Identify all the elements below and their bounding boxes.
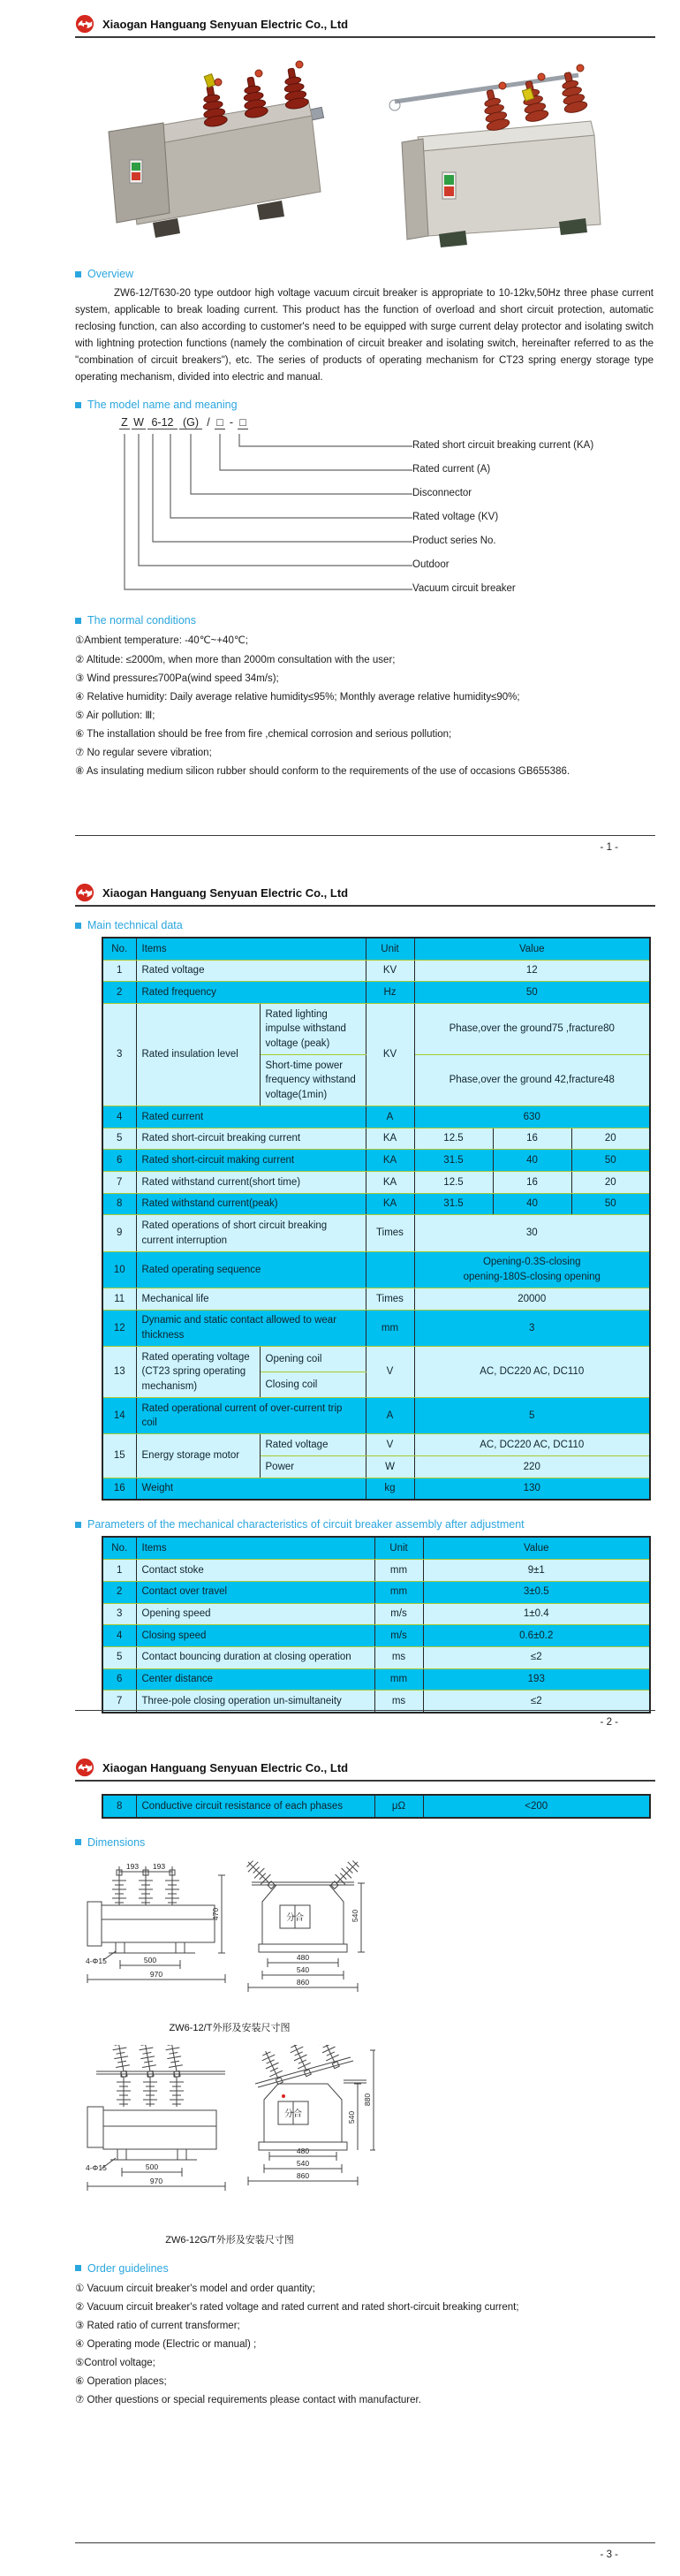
cell-unit [366, 1251, 414, 1288]
cell-value: 220 [414, 1456, 650, 1478]
page-2 [0, 869, 680, 1744]
mechanical-characteristics-table [102, 1536, 651, 1713]
page-3 [0, 1744, 680, 2576]
page-footer [75, 835, 655, 853]
cell-value: 3 [414, 1310, 650, 1346]
cell-no: 10 [102, 1251, 136, 1288]
table-row [102, 1106, 650, 1128]
cell-value: 3±0.5 [423, 1581, 650, 1603]
cell-value: 40 [493, 1193, 571, 1215]
cell-unit: KA [366, 1193, 414, 1215]
cell-value: 12.5 [414, 1128, 493, 1150]
section-main-technical-data [75, 919, 654, 931]
company-logo-icon [75, 14, 94, 34]
model-code [119, 416, 654, 434]
dimension-label: 540 [351, 1909, 359, 1922]
table-row [102, 1288, 650, 1311]
header-rule [75, 1780, 655, 1782]
model-part: / [207, 416, 210, 429]
value-line: Opening-0.3S-closing [482, 1257, 581, 1268]
table-header-row [102, 938, 650, 960]
dimension-label: 480 [296, 2146, 310, 2155]
cell-value [414, 1251, 650, 1288]
table-row [102, 1150, 650, 1172]
dimension-label: 480 [296, 1952, 310, 1962]
header-rule [75, 36, 655, 38]
page-header [75, 0, 654, 34]
cell-value: 20000 [414, 1288, 650, 1311]
order-item: ① Vacuum circuit breaker's model and order quantity; [75, 2283, 315, 2294]
figure-caption: ZW6-12G/T外形及安装尺寸图 [165, 2234, 294, 2245]
model-label: Rated current (A) [412, 464, 491, 475]
cell-item: Mechanical life [136, 1288, 366, 1311]
cell-value: 630 [414, 1106, 650, 1128]
cell-no: 3 [102, 1603, 136, 1625]
cell-value: 50 [414, 982, 650, 1004]
section-bullet-icon [75, 1839, 81, 1845]
cell-unit: V [366, 1347, 414, 1398]
cell-item: Dynamic and static contact allowed to wear thickness [136, 1310, 366, 1346]
model-name-diagram [102, 416, 654, 602]
dimension-label: 970 [149, 2176, 163, 2185]
cell-unit: mm [374, 1581, 423, 1603]
dimension-label: 470 [211, 1907, 220, 1920]
cell-value: 40 [493, 1150, 571, 1172]
company-name: Xiaogan Hanguang Senyuan Electric Co., Ltd [102, 1760, 349, 1774]
cell-item: Rated operating sequence [136, 1251, 366, 1288]
cell-no: 11 [102, 1288, 136, 1311]
cell-item: Rated operations of short circuit breaking current interruption [136, 1215, 366, 1251]
table-row [102, 1581, 650, 1603]
company-name: Xiaogan Hanguang Senyuan Electric Co., Ltd [102, 885, 349, 900]
cell-no: 6 [102, 1150, 136, 1172]
cell-item: Rated short-circuit breaking current [136, 1128, 366, 1150]
cell-item: Rated operating voltage (CT23 spring operating mechanism) [136, 1347, 260, 1398]
cell-value: 1±0.4 [423, 1603, 650, 1625]
dimension-figure-2 [84, 2045, 654, 2246]
section-title: Order guidelines [87, 2261, 169, 2275]
cell-value: Phase,over the ground 42,fracture48 [414, 1055, 650, 1106]
fig2-side-view [248, 2045, 375, 2185]
cell-subitem: Rated lighting impulse withstand voltage (peak) [260, 1004, 366, 1055]
table-row [102, 1398, 650, 1434]
cell-unit: Hz [366, 982, 414, 1004]
cell-value: Phase,over the ground75 ,fracture80 [414, 1004, 650, 1055]
cell-item: Rated insulation level [136, 1004, 260, 1106]
cell-value: 0.6±0.2 [423, 1625, 650, 1647]
section-bullet-icon [75, 1522, 81, 1528]
cell-item: Energy storage motor [136, 1434, 260, 1478]
page-number: - 2 - [600, 1717, 618, 1728]
open-close-label: 分合 [284, 2109, 302, 2119]
table-row [102, 1625, 650, 1647]
section-model-name [75, 399, 654, 411]
model-label: Rated voltage (KV) [412, 512, 499, 523]
cell-item: Center distance [136, 1668, 374, 1691]
cell-no: 15 [102, 1434, 136, 1478]
dimension-label: 500 [143, 1955, 157, 1964]
cell-item: Conductive circuit resistance of each phases [136, 1795, 374, 1818]
cell-no: 5 [102, 1646, 136, 1668]
fig2-front-view [86, 2045, 225, 2191]
cell-no: 1 [102, 960, 136, 982]
cell-value: 12 [414, 960, 650, 982]
cell-items: Items [136, 1537, 374, 1559]
main-technical-table [102, 937, 651, 1501]
dimension-label: 540 [347, 2110, 356, 2124]
cell-unit: ms [374, 1691, 423, 1713]
page-1 [0, 0, 680, 869]
model-part: Z [119, 416, 130, 429]
section-mech-parameters [75, 1518, 654, 1531]
cell-item: Weight [136, 1478, 366, 1500]
dimension-label: 4-Φ15 [86, 1956, 107, 1965]
dimension-label: 193 [152, 1861, 166, 1871]
cell-unit: Unit [374, 1537, 423, 1559]
cell-value: 193 [423, 1668, 650, 1691]
model-label: Outdoor [412, 559, 450, 571]
company-logo-icon [75, 1758, 94, 1777]
cell-value: 20 [571, 1128, 650, 1150]
cell-value: 12.5 [414, 1172, 493, 1194]
cell-value: 50 [571, 1193, 650, 1215]
cell-subitem: Power [260, 1456, 366, 1478]
dimension-label: 970 [149, 1969, 163, 1979]
cell-subitem: Opening coil [260, 1347, 366, 1372]
order-item: ⑥ Operation places; [75, 2376, 167, 2388]
condition-item: ⑧ As insulating medium silicon rubber should conform to the requirements of the use of occasions GB655386. [75, 766, 570, 778]
cell-value: AC, DC220 AC, DC110 [414, 1347, 650, 1398]
cell-value: ≤2 [423, 1646, 650, 1668]
cell-item: Rated frequency [136, 982, 366, 1004]
section-bullet-icon [75, 2265, 81, 2271]
cell-no: 7 [102, 1172, 136, 1194]
open-close-label: 分合 [286, 1912, 304, 1923]
cell-value: 5 [414, 1398, 650, 1434]
table-row [102, 1646, 650, 1668]
page-number: - 3 - [600, 2549, 618, 2560]
order-item: ⑤Control voltage; [75, 2358, 155, 2369]
normal-conditions-list [75, 632, 654, 780]
cell-unit: mm [374, 1560, 423, 1582]
cell-no: 12 [102, 1310, 136, 1346]
section-bullet-icon [75, 618, 81, 624]
section-title: Dimensions [87, 1835, 146, 1849]
cell-item: Rated current [136, 1106, 366, 1128]
cell-no: No. [102, 938, 136, 960]
cell-unit: KA [366, 1172, 414, 1194]
model-part: (G) [179, 416, 202, 429]
model-part: □ [238, 416, 248, 429]
cell-value: <200 [423, 1795, 650, 1818]
condition-item: ④ Relative humidity: Daily average relative humidity≤95%; Monthly average relative humidity≤90%; [75, 691, 520, 703]
section-title: Main technical data [87, 919, 183, 931]
model-label: Product series No. [412, 536, 496, 547]
section-title: The model name and meaning [87, 399, 238, 412]
cell-unit: KA [366, 1150, 414, 1172]
cell-unit: ms [374, 1646, 423, 1668]
order-item: ② Vacuum circuit breaker's rated voltage and rated current and rated short-circuit breaking current; [75, 2301, 519, 2313]
order-item: ③ Rated ratio of current transformer; [75, 2320, 240, 2331]
cell-unit: W [366, 1456, 414, 1478]
dimension-label: 500 [145, 2162, 159, 2171]
page-footer [75, 2542, 655, 2560]
section-normal-conditions [75, 614, 654, 627]
cell-unit: KV [366, 1004, 414, 1106]
cell-value: 30 [414, 1215, 650, 1251]
model-part: W [132, 416, 146, 429]
table-row [102, 1193, 650, 1215]
dimension-label: 540 [296, 2158, 310, 2168]
section-title: Parameters of the mechanical characteristics of circuit breaker assembly after adjustment [87, 1518, 525, 1531]
model-part: 6-12 [147, 416, 178, 429]
dimension-label: 860 [296, 1977, 310, 1987]
table-row [102, 1478, 650, 1500]
table-row [102, 1795, 650, 1818]
cell-item: Contact over travel [136, 1581, 374, 1603]
cell-unit: m/s [374, 1625, 423, 1647]
cell-item: Contact stoke [136, 1560, 374, 1582]
section-title: The normal conditions [87, 614, 196, 627]
cell-unit: KV [366, 960, 414, 982]
cell-no: 1 [102, 1560, 136, 1582]
cell-unit: A [366, 1106, 414, 1128]
cell-unit: mm [366, 1310, 414, 1346]
product-photos [84, 43, 654, 255]
cell-no: 2 [102, 982, 136, 1004]
table-row [102, 1172, 650, 1194]
cell-value: 31.5 [414, 1150, 493, 1172]
cell-value: 20 [571, 1172, 650, 1194]
cell-subitem: Closing coil [260, 1372, 366, 1398]
section-order-guidelines [75, 2262, 654, 2275]
table-row [102, 1310, 650, 1346]
model-part: □ [215, 416, 225, 429]
table-row [102, 960, 650, 982]
cell-item: Rated operational current of over-current trip coil [136, 1398, 366, 1434]
value-line: opening-180S-closing opening [463, 1271, 601, 1282]
resistance-table-row [102, 1794, 651, 1819]
cell-value: 50 [571, 1150, 650, 1172]
fig1-front-view [86, 1862, 225, 1983]
page-header [75, 869, 654, 902]
section-bullet-icon [75, 402, 81, 408]
footer-rule [75, 835, 655, 836]
overview-paragraph: ZW6-12/T630-20 type outdoor high voltage vacuum circuit breaker is appropriate to 10-12kv,50Hz three phase current system, applicable to break loading current. This product has the function of overload and short circuit protection, automatic reclosing function, can also according to customer's need to be equipped with surge current delay protector and isolating switch with lightning protection functions (namely the combination of circuit breaker and isolating switch, hereinafter referred to as the "combination of circuit breakers"), etc. The series of products of operating mechanism for CT23 spring energy storage type operating mechanism, divided into electric and manual. [75, 288, 654, 384]
cell-value: 31.5 [414, 1193, 493, 1215]
condition-item: ⑦ No regular severe vibration; [75, 748, 212, 759]
cell-item: Rated withstand current(peak) [136, 1193, 366, 1215]
table-row [102, 1004, 650, 1055]
section-bullet-icon [75, 923, 81, 929]
cell-unit: μΩ [374, 1795, 423, 1818]
condition-item: ⑤ Air pollution: Ⅲ; [75, 710, 155, 721]
table-row [102, 982, 650, 1004]
cell-items: Items [136, 938, 366, 960]
cell-value: 130 [414, 1478, 650, 1500]
company-logo-icon [75, 883, 94, 902]
cell-unit: A [366, 1398, 414, 1434]
table-header-row [102, 1537, 650, 1559]
cell-item: Opening speed [136, 1603, 374, 1625]
model-labels [412, 434, 593, 602]
cell-no: 14 [102, 1398, 136, 1434]
dimension-label: 540 [296, 1964, 310, 1974]
cell-value: Value [414, 938, 650, 960]
model-connector-lines [102, 434, 412, 602]
page-header [75, 1744, 654, 1777]
cell-no: 3 [102, 1004, 136, 1106]
cell-no: 7 [102, 1691, 136, 1713]
condition-item: ⑥ The installation should be free from fire ,chemical corrosion and serious pollution; [75, 729, 452, 741]
cell-value: ≤2 [423, 1691, 650, 1713]
dimension-label: 4-Φ15 [86, 2162, 107, 2172]
order-item: ⑦ Other questions or special requirements please contact with manufacturer. [75, 2395, 421, 2406]
footer-rule [75, 2542, 655, 2543]
cell-item: Rated short-circuit making current [136, 1150, 366, 1172]
cell-no: 8 [102, 1795, 136, 1818]
cell-value: AC, DC220 AC, DC110 [414, 1434, 650, 1456]
footer-rule [75, 1710, 655, 1711]
condition-item: ③ Wind pressure≤700Pa(wind speed 34m/s); [75, 672, 279, 684]
fig1-side-view [243, 1859, 365, 1992]
table-row [102, 1128, 650, 1150]
cell-no: 8 [102, 1193, 136, 1215]
cell-no: 4 [102, 1625, 136, 1647]
section-bullet-icon [75, 271, 81, 277]
cell-no: 13 [102, 1347, 136, 1398]
table-row [102, 1215, 650, 1251]
table-row [102, 1603, 650, 1625]
table-row [102, 1434, 650, 1456]
cell-value: 16 [493, 1128, 571, 1150]
cell-no: No. [102, 1537, 136, 1559]
section-title: Overview [87, 268, 134, 280]
model-label: Disconnector [412, 488, 472, 499]
cell-no: 2 [102, 1581, 136, 1603]
cell-item: Rated withstand current(short time) [136, 1172, 366, 1194]
table-row [102, 1251, 650, 1288]
cell-unit: V [366, 1434, 414, 1456]
cell-unit: Times [366, 1215, 414, 1251]
table-row [102, 1560, 650, 1582]
cell-unit: Unit [366, 938, 414, 960]
condition-item: ①Ambient temperature: -40℃~+40℃; [75, 635, 248, 647]
figure-caption: ZW6-12/T外形及安装尺寸图 [169, 2022, 291, 2033]
table-row [102, 1347, 650, 1372]
section-dimensions [75, 1836, 654, 1849]
cell-item: Closing speed [136, 1625, 374, 1647]
page-number: - 1 - [600, 842, 618, 853]
cell-item: Rated voltage [136, 960, 366, 982]
model-label: Vacuum circuit breaker [412, 583, 516, 595]
order-item: ④ Operating mode (Electric or manual) ; [75, 2339, 257, 2351]
order-guidelines-list [75, 2280, 654, 2410]
dimension-label: 860 [296, 2170, 310, 2180]
cell-unit: Times [366, 1288, 414, 1311]
cell-value: Value [423, 1537, 650, 1559]
cell-subitem: Short-time power frequency withstand voltage(1min) [260, 1055, 366, 1106]
cell-item: Contact bouncing duration at closing operation [136, 1646, 374, 1668]
cell-no: 16 [102, 1478, 136, 1500]
dimension-figure-1 [84, 1859, 654, 2034]
cell-no: 6 [102, 1668, 136, 1691]
cell-no: 4 [102, 1106, 136, 1128]
photo-breaker-right [389, 65, 601, 247]
dimension-label: 193 [125, 1861, 140, 1871]
model-part: - [229, 416, 234, 429]
cell-no: 9 [102, 1215, 136, 1251]
photo-breaker-left [109, 61, 324, 238]
cell-item: Three-pole closing operation un-simultaneity [136, 1691, 374, 1713]
cell-unit: kg [366, 1478, 414, 1500]
cell-unit: mm [374, 1668, 423, 1691]
model-label: Rated short circuit breaking current (KA) [412, 440, 594, 452]
cell-value: 16 [493, 1172, 571, 1194]
condition-item: ② Altitude: ≤2000m, when more than 2000m consultation with the user; [75, 654, 396, 665]
section-overview [75, 268, 654, 280]
table-row [102, 1668, 650, 1691]
cell-unit: m/s [374, 1603, 423, 1625]
cell-no: 5 [102, 1128, 136, 1150]
company-name: Xiaogan Hanguang Senyuan Electric Co., Ltd [102, 17, 349, 31]
cell-value: 9±1 [423, 1560, 650, 1582]
dimension-label: 880 [363, 2093, 372, 2106]
header-rule [75, 905, 655, 907]
page-footer [75, 1710, 655, 1728]
cell-unit: KA [366, 1128, 414, 1150]
cell-subitem: Rated voltage [260, 1434, 366, 1456]
